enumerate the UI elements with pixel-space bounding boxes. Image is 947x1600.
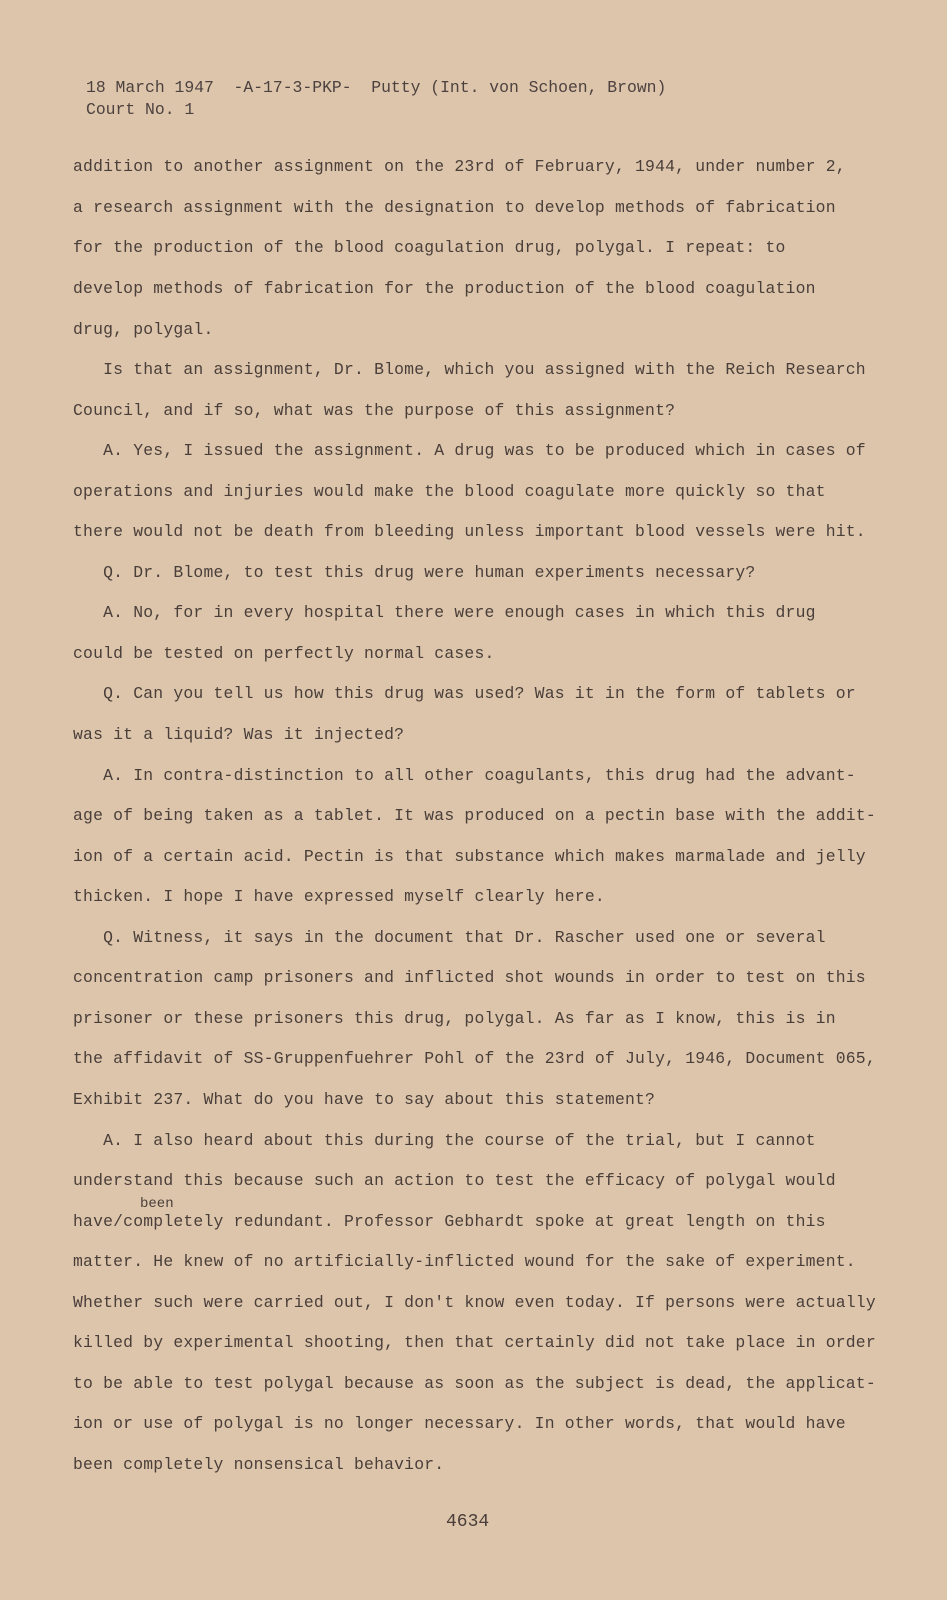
body-line: prisoner or these prisoners this drug, polygal. As far as I know, this is in	[73, 1009, 836, 1028]
body-line: A. In contra-distinction to all other coagulants, this drug had the advant-	[73, 766, 856, 785]
document-header	[86, 77, 666, 121]
body-line: could be tested on perfectly normal cases.	[73, 644, 495, 663]
body-line: operations and injuries would make the blood coagulate more quickly so that	[73, 482, 826, 501]
body-line: addition to another assignment on the 23rd of February, 1944, under number 2,	[73, 157, 846, 176]
body-line: Q. Can you tell us how this drug was used? Was it in the form of tablets or	[73, 684, 856, 703]
body-line: to be able to test polygal because as soon as the subject is dead, the applicat-	[73, 1374, 876, 1393]
body-line: there would not be death from bleeding unless important blood vessels were hit.	[73, 522, 866, 541]
body-line: Is that an assignment, Dr. Blome, which you assigned with the Reich Research	[73, 360, 866, 379]
body-line: Council, and if so, what was the purpose of this assignment?	[73, 401, 676, 420]
body-line: A. I also heard about this during the course of the trial, but I cannot	[73, 1131, 816, 1150]
header-line-1: 18 March 1947 -A-17-3-PKP- Putty (Int. von Schoen, Brown)	[86, 78, 667, 97]
body-line: A. No, for in every hospital there were enough cases in which this drug	[73, 603, 816, 622]
body-line: a research assignment with the designation to develop methods of fabrication	[73, 198, 836, 217]
page-number: 4634	[446, 1512, 490, 1532]
body-line: thicken. I hope I have expressed myself clearly here.	[73, 887, 605, 906]
body-line: Q. Dr. Blome, to test this drug were human experiments necessary?	[73, 563, 756, 582]
body-line: matter. He knew of no artificially-inflicted wound for the sake of experiment.	[73, 1252, 856, 1271]
body-line: the affidavit of SS-Gruppenfuehrer Pohl of the 23rd of July, 1946, Document 065,	[73, 1049, 876, 1068]
body-line: for the production of the blood coagulation drug, polygal. I repeat: to	[73, 238, 786, 257]
body-line: ion or use of polygal is no longer necessary. In other words, that would have	[73, 1414, 846, 1433]
body-line: A. Yes, I issued the assignment. A drug was to be produced which in cases of	[73, 441, 866, 460]
header-line-2: Court No. 1	[86, 100, 195, 119]
body-line: have/completely redundant. Professor Gebhardt spoke at great length on this	[73, 1212, 826, 1231]
body-line: Exhibit 237. What do you have to say about this statement?	[73, 1090, 656, 1109]
body-line: Q. Witness, it says in the document that Dr. Rascher used one or several	[73, 928, 826, 947]
body-line: ion of a certain acid. Pectin is that substance which makes marmalade and jelly	[73, 847, 866, 866]
body-line: killed by experimental shooting, then that certainly did not take place in order	[73, 1333, 876, 1352]
body-line: concentration camp prisoners and inflicted shot wounds in order to test on this	[73, 968, 866, 987]
body-line: drug, polygal.	[73, 320, 214, 339]
body-line: was it a liquid? Was it injected?	[73, 725, 405, 744]
body-line: Whether such were carried out, I don't know even today. If persons were actually	[73, 1293, 876, 1312]
body-line: age of being taken as a tablet. It was produced on a pectin base with the addit-	[73, 806, 876, 825]
body-line: understand this because such an action to test the efficacy of polygal would	[73, 1171, 836, 1190]
body-line: develop methods of fabrication for the production of the blood coagulation	[73, 279, 816, 298]
inserted-word: been	[140, 1196, 174, 1212]
body-line: been completely nonsensical behavior.	[73, 1455, 445, 1474]
